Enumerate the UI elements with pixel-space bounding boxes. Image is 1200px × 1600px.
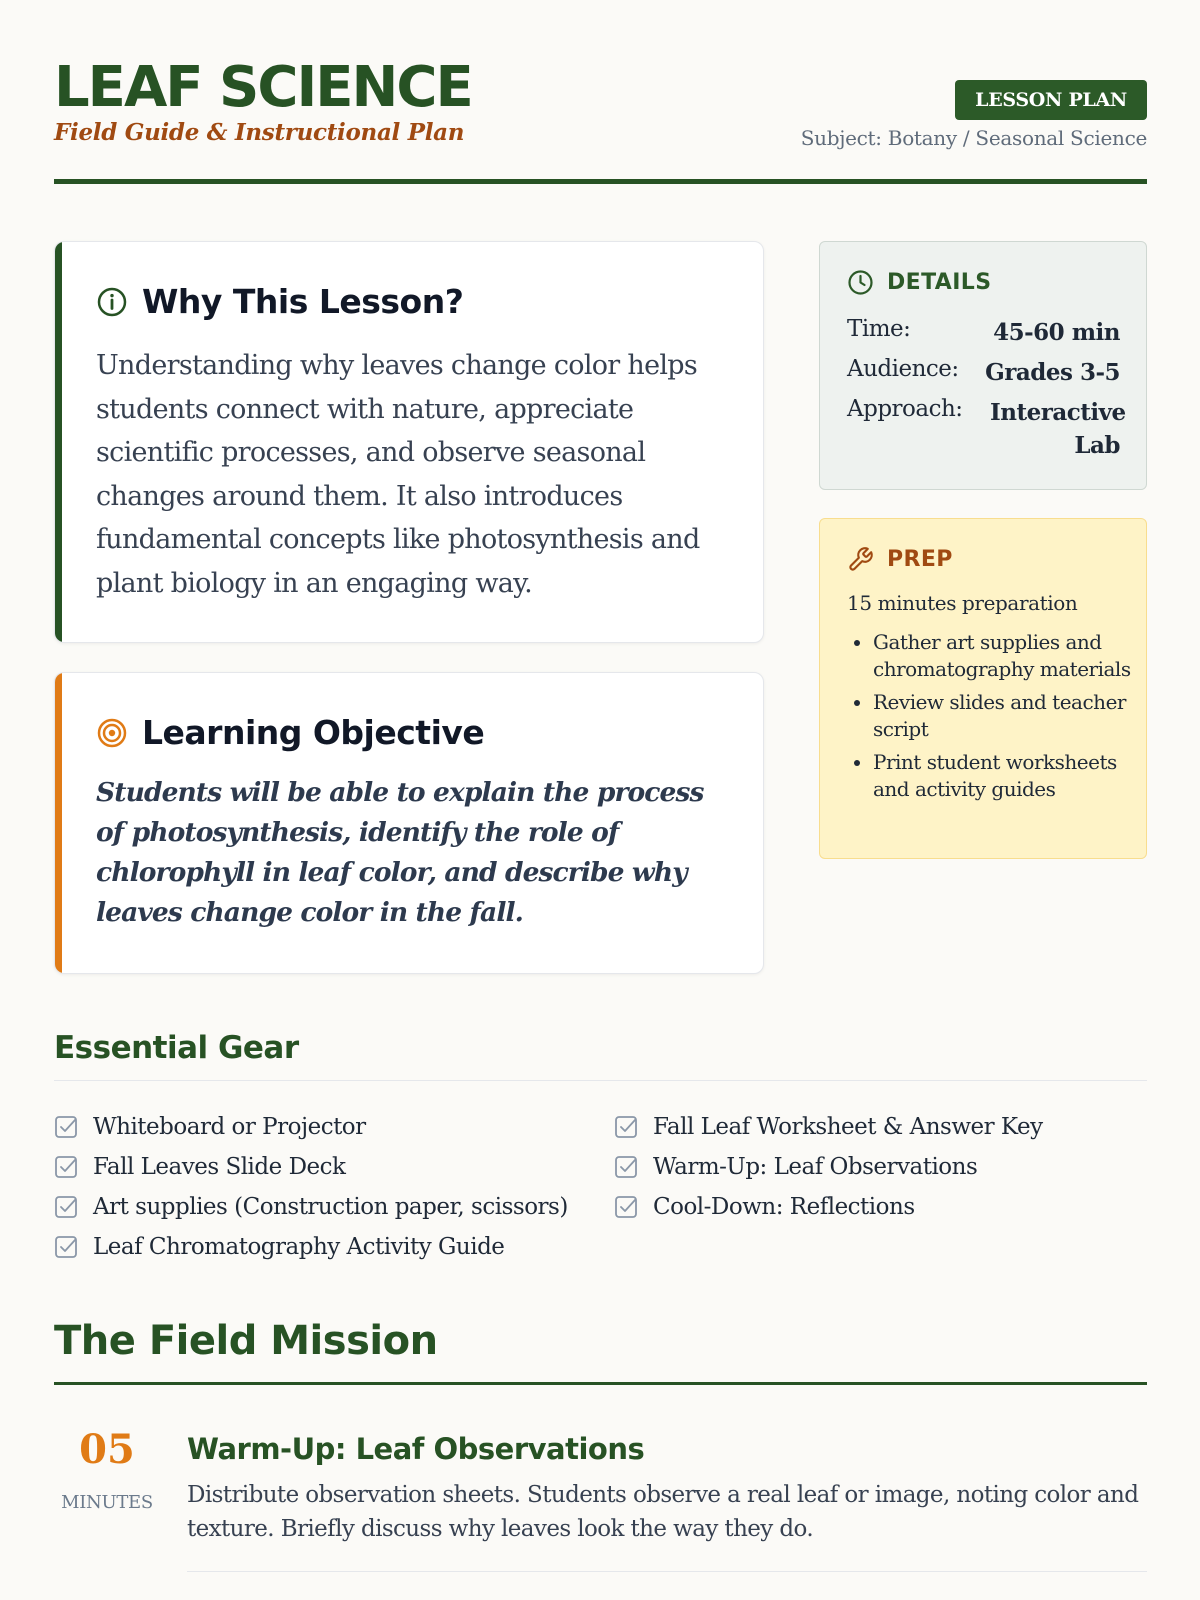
details-title: DETAILS bbox=[887, 270, 992, 295]
page-subtitle: Field Guide & Instructional Plan bbox=[54, 119, 465, 146]
detail-value: 45-60 min bbox=[993, 319, 1120, 346]
detail-value: Grades 3-5 bbox=[985, 359, 1120, 386]
gear-item bbox=[614, 1147, 1043, 1187]
step-title: Warm-Up: Leaf Observations bbox=[187, 1432, 645, 1466]
target-icon bbox=[96, 717, 128, 749]
gear-item-label: Cool-Down: Reflections bbox=[653, 1194, 915, 1220]
gear-item bbox=[614, 1107, 1043, 1147]
gear-item bbox=[614, 1187, 1043, 1227]
detail-label: Time: bbox=[847, 316, 911, 342]
gear-item-label: Leaf Chromatography Activity Guide bbox=[93, 1234, 505, 1260]
learning-objective-header bbox=[96, 713, 484, 752]
clock-icon bbox=[847, 269, 874, 296]
prep-list bbox=[847, 629, 1153, 809]
gear-list-left bbox=[54, 1107, 568, 1267]
step-minutes-unit: MINUTES bbox=[61, 1492, 153, 1513]
subject-label: Subject: Botany / Seasonal Science bbox=[800, 126, 1147, 150]
gear-item-label: Fall Leaf Worksheet & Answer Key bbox=[653, 1114, 1043, 1140]
info-icon bbox=[96, 286, 128, 318]
gear-item-label: Warm-Up: Leaf Observations bbox=[653, 1154, 978, 1180]
checkbox-icon bbox=[54, 1235, 78, 1259]
wrench-icon bbox=[847, 546, 874, 573]
checkbox-icon bbox=[614, 1155, 638, 1179]
essential-gear-heading: Essential Gear bbox=[54, 1030, 299, 1066]
prep-item: • Review slides and teacher script bbox=[873, 689, 1153, 742]
page-header bbox=[54, 56, 1147, 186]
checkbox-icon bbox=[54, 1115, 78, 1139]
why-lesson-card bbox=[54, 241, 764, 643]
field-mission-heading: The Field Mission bbox=[54, 1318, 438, 1364]
learning-objective-text: Students will be able to explain the process of photosynthesis, identify the role of chlorophyll in leaf color, and describe why leaves change color in the fall. bbox=[96, 777, 704, 928]
lesson-plan-badge: LESSON PLAN bbox=[955, 80, 1147, 120]
gear-item-label: Art supplies (Construction paper, scissors) bbox=[93, 1194, 568, 1220]
prep-item: • Gather art supplies and chromatography materials bbox=[873, 629, 1153, 682]
checkbox-icon bbox=[614, 1195, 638, 1219]
checkbox-icon bbox=[614, 1115, 638, 1139]
detail-label: Approach: bbox=[847, 396, 963, 422]
gear-item bbox=[54, 1147, 568, 1187]
gear-item bbox=[54, 1227, 568, 1267]
why-lesson-title: Why This Lesson? bbox=[142, 282, 464, 321]
gear-item-label: Whiteboard or Projector bbox=[93, 1114, 366, 1140]
learning-objective-card bbox=[54, 672, 764, 974]
why-lesson-header bbox=[96, 282, 463, 321]
gear-divider bbox=[54, 1080, 1147, 1081]
mission-divider bbox=[54, 1382, 1147, 1385]
gear-item bbox=[54, 1187, 568, 1227]
header-divider bbox=[54, 179, 1147, 184]
details-panel bbox=[819, 241, 1147, 490]
prep-item: • Print student worksheets and activity guides bbox=[873, 749, 1153, 802]
step-minutes: 05 bbox=[79, 1426, 135, 1473]
gear-item bbox=[54, 1107, 568, 1147]
gear-list-right bbox=[614, 1107, 1043, 1227]
prep-title: PREP bbox=[887, 547, 953, 572]
step-divider bbox=[187, 1571, 1147, 1572]
page-title: LEAF SCIENCE bbox=[54, 55, 472, 120]
checkbox-icon bbox=[54, 1195, 78, 1219]
details-header bbox=[847, 269, 991, 296]
gear-item-label: Fall Leaves Slide Deck bbox=[93, 1154, 346, 1180]
prep-duration: 15 minutes preparation bbox=[847, 591, 1078, 615]
prep-panel bbox=[819, 518, 1147, 859]
prep-header bbox=[847, 546, 953, 573]
detail-value: Interactive Lab bbox=[990, 399, 1126, 459]
why-lesson-text: Understanding why leaves change color helps students connect with nature, appreciate scientific processes, and observe seasonal changes around them. It also introduces fundamental concepts like photosynthesis and plant biology in an engaging way. bbox=[96, 350, 700, 599]
checkbox-icon bbox=[54, 1155, 78, 1179]
step-description: Distribute observation sheets. Students observe a real leaf or image, noting color and texture. Briefly discuss why leaves look the way they do. bbox=[187, 1482, 1139, 1542]
learning-objective-title: Learning Objective bbox=[142, 713, 485, 752]
detail-label: Audience: bbox=[847, 356, 959, 382]
